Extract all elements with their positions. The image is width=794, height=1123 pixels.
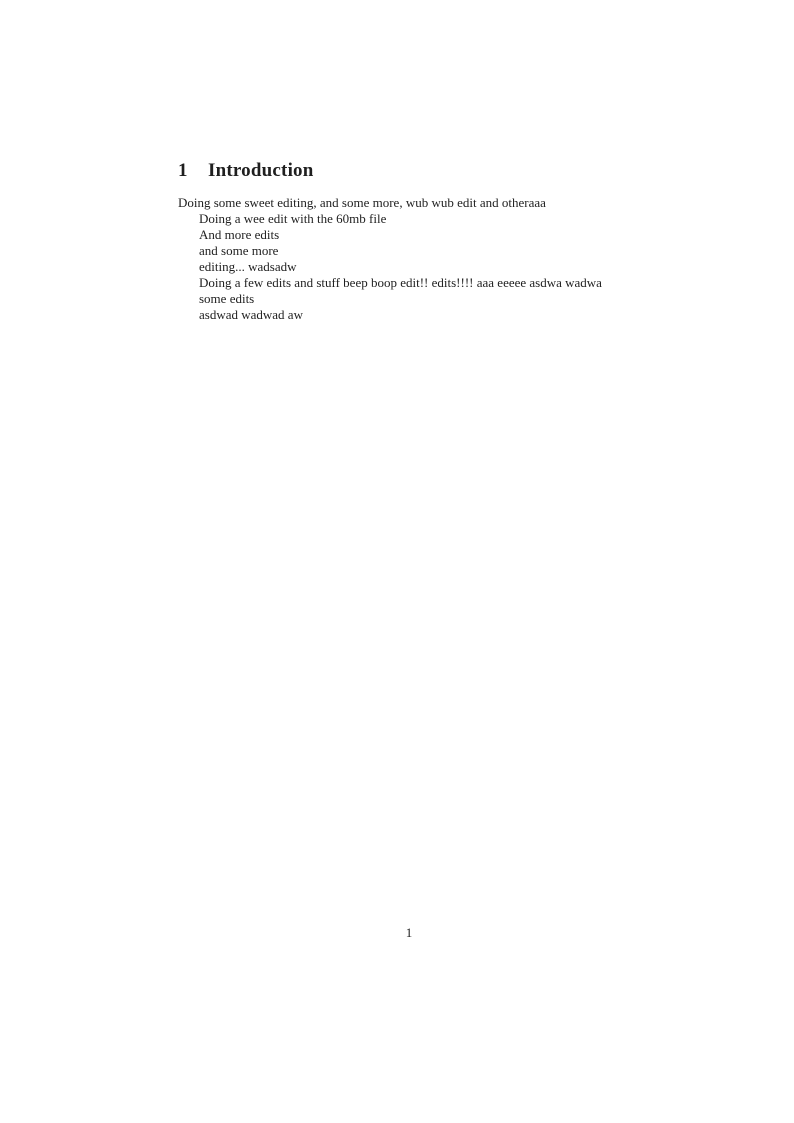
paragraph: some edits: [199, 291, 255, 306]
body-text: [178, 195, 640, 323]
section-number: 1: [178, 160, 188, 181]
paragraph: And more edits: [199, 227, 280, 242]
paragraph: Doing a few edits and stuff beep boop edit!! edits!!!! aaa eeeee asdwa wadwa: [199, 275, 602, 290]
paragraph: and some more: [199, 243, 279, 258]
section-heading: [178, 161, 640, 180]
paragraph: Doing some sweet editing, and some more, wub wub edit and otheraaa: [178, 195, 546, 210]
paragraph: asdwad wadwad aw: [199, 307, 303, 322]
page-number: 1: [405, 925, 413, 940]
text-block: [178, 161, 640, 323]
section-title: Introduction: [208, 160, 314, 181]
paragraph: editing... wadsadw: [199, 259, 297, 274]
paragraph: Doing a wee edit with the 60mb file: [199, 211, 387, 226]
